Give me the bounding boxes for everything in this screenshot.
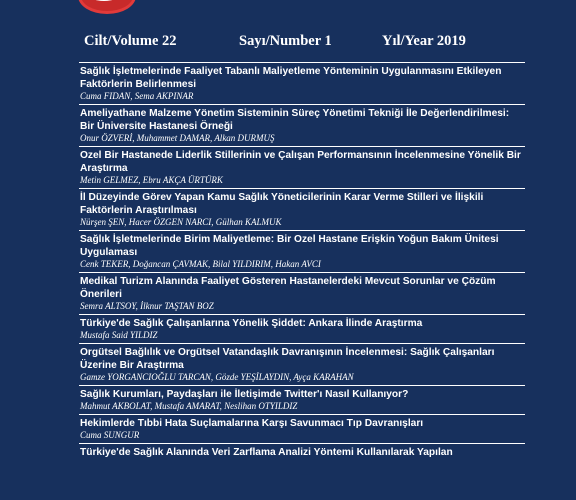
article-entry xyxy=(79,272,525,314)
article-entry xyxy=(79,314,525,343)
article-entry xyxy=(79,188,525,230)
article-title-link[interactable]: Medikal Turizm Alanında Faaliyet Gösteren Hastanelerdeki Mevcut Sorunlar ve Çözüm Önerileri xyxy=(80,276,496,300)
volume-label: Cilt/Volume 22 xyxy=(84,33,177,49)
issue-header xyxy=(84,33,504,50)
article-authors: Nürşen ŞEN, Hacer ÖZGEN NARCI, Gülhan KALMUK xyxy=(80,217,282,227)
article-title-link[interactable]: Ozel Bir Hastanede Liderlik Stillerinin ve Çalışan Performansının İncelenmesine Yönelik Bir Araştırma xyxy=(80,150,521,174)
article-authors: Cuma SUNGUR xyxy=(80,430,140,440)
article-entry xyxy=(79,146,525,188)
article-title-link[interactable]: İl Düzeyinde Görev Yapan Kamu Sağlık Yöneticilerinin Karar Verme Stilleri ve İlişkili Faktörlerin Araştırılması xyxy=(80,192,484,216)
article-title-link[interactable]: Türkiye'de Sağlık Çalışanlarına Yönelik Şiddet: Ankara İlinde Araştırma xyxy=(80,318,423,329)
article-authors: Metin GELMEZ, Ebru AKÇA ÜRTÜRK xyxy=(80,175,223,185)
article-title-link[interactable]: Sağlık Kurumları, Paydaşları ile İletişimde Twitter'ı Nasıl Kullanıyor? xyxy=(80,389,409,400)
journal-logo xyxy=(78,0,136,14)
article-authors: Cuma FIDAN, Sema AKPINAR xyxy=(80,91,194,101)
article-title-link[interactable]: Orgütsel Bağlılık ve Orgütsel Vatandaşlık Davranışının İncelenmesi: Sağlık Çalışanları Üzerine Bir Araştırma xyxy=(80,347,495,371)
article-authors: Semra ALTSOY, İlknur TAŞTAN BOZ xyxy=(80,301,214,311)
article-entry xyxy=(79,62,525,104)
article-title-link[interactable]: Ameliyathane Malzeme Yönetim Sisteminin Süreç Yönetimi Tekniği İle Değerlendirilmesi: Bir Üniversite Hastanesi Örneği xyxy=(80,108,510,132)
article-title-link[interactable]: Türkiye'de Sağlık Alanında Veri Zarflama Analizi Yöntemi Kullanılarak Yapılan xyxy=(80,447,453,458)
article-title-link[interactable]: Hekimlerde Tıbbi Hata Suçlamalarına Karşı Savunmacı Tıp Davranışları xyxy=(80,418,424,429)
article-authors: Cenk TEKER, Doğancan ÇAVMAK, Bilal YILDIRIM, Hakan AVCI xyxy=(80,259,321,269)
article-entry xyxy=(79,230,525,272)
article-authors: Onur ÖZVERİ, Muhammet DAMAR, Alkan DURMUŞ xyxy=(80,133,275,143)
article-entry xyxy=(79,104,525,146)
article-authors: Mustafa Said YILDIZ xyxy=(80,330,158,340)
table-of-contents xyxy=(79,62,525,461)
article-authors: Mahmut AKBOLAT, Mustafa AMARAT, Neslihan OTYILDIZ xyxy=(80,401,298,411)
article-entry xyxy=(79,414,525,443)
article-entry xyxy=(79,385,525,414)
number-label: Sayı/Number 1 xyxy=(239,33,332,49)
article-title-link[interactable]: Sağlık İşletmelerinde Birim Maliyetleme: Bir Ozel Hastane Erişkin Yoğun Bakım Ünitesi Uygulaması xyxy=(80,234,499,258)
article-authors: Gamze YORGANCIOĞLU TARCAN, Gözde YEŞİLAYDIN, Ayça KARAHAN xyxy=(80,372,354,382)
article-entry xyxy=(79,343,525,385)
year-label: Yıl/Year 2019 xyxy=(382,33,466,49)
article-title-link[interactable]: Sağlık İşletmelerinde Faaliyet Tabanlı Maliyetleme Yönteminin Uygulanmasını Etkileyen Faktörlerin Belirlenmesi xyxy=(80,66,502,90)
article-entry xyxy=(79,443,525,461)
